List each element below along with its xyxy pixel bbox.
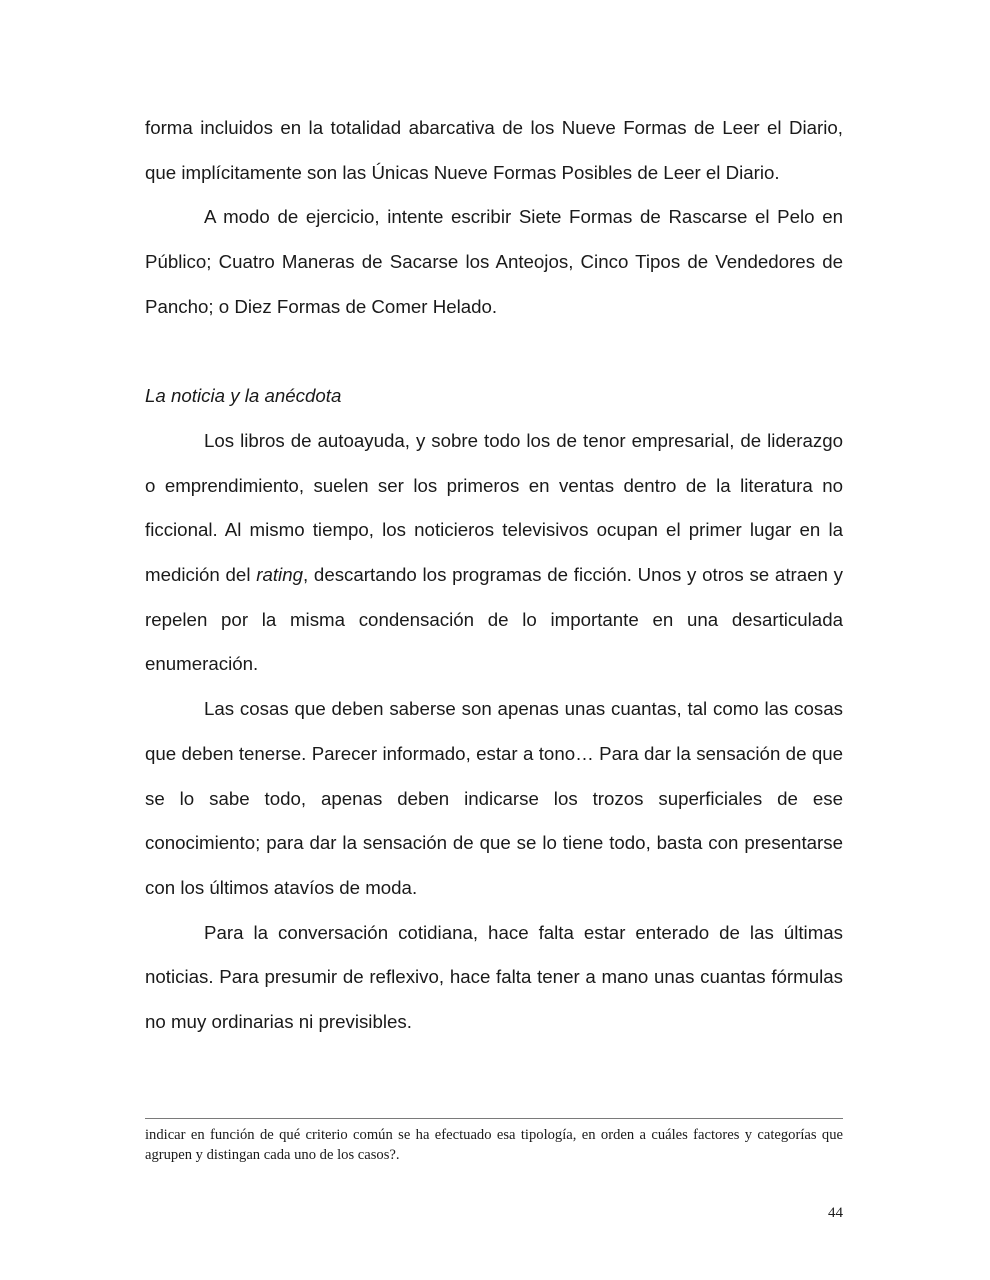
paragraph-continuation: forma incluidos en la totalidad abarcativa de los Nueve Formas de Leer el Diario, que implícitamente son las Únicas Nueve Formas Posibles de Leer el Diario. [145, 117, 843, 183]
paragraph-self-help [145, 419, 843, 687]
footnote-text: indicar en función de qué criterio común se ha efectuado esa tipología, en orden a cuáles factores y categorías que agrupen y distingan cada uno de los casos?. [145, 1127, 843, 1163]
paragraph-conversation: Para la conversación cotidiana, hace falta estar enterado de las últimas noticias. Para presumir de reflexivo, hace falta tener a mano unas cuantas fórmulas no muy ordinarias ni previsibles. [145, 921, 843, 1033]
italic-term: rating [256, 564, 303, 586]
paragraph-self-help-start: Los libros de autoayuda, y sobre todo los de tenor empresarial, de liderazgo o emprendimiento, suelen ser los primeros en ventas dentro de la literatura no ficcional. Al mismo tiempo, los noticieros televisivos ocupan el primer lugar en la medición del [145, 429, 843, 586]
paragraph-things-to-know: Las cosas que deben saberse son apenas unas cuantas, tal como las cosas que deben tenerse. Parecer informado, estar a tono… Para dar la sensación de que se lo sabe todo, apenas deben indicarse los trozos superficiales de ese conocimiento; para dar la sensación de que se lo tiene todo, basta con presentarse con los últimos atavíos de moda. [145, 698, 843, 898]
paragraph-exercise: A modo de ejercicio, intente escribir Siete Formas de Rascarse el Pelo en Público; Cuatro Maneras de Sacarse los Anteojos, Cinco Tipos de Vendedores de Pancho; o Diez Formas de Comer Helado. [145, 206, 843, 317]
page-number: 44 [828, 1205, 843, 1221]
section-heading: La noticia y la anécdota [145, 385, 342, 407]
body-text [145, 106, 843, 1045]
section-spacer [145, 330, 843, 375]
footnote-divider [145, 1118, 843, 1119]
paragraph-self-help-end: , descartando los programas de ficción. Unos y otros se atraen y repelen por la misma condensación de lo importante en una desarticulada enumeración. [145, 564, 844, 675]
